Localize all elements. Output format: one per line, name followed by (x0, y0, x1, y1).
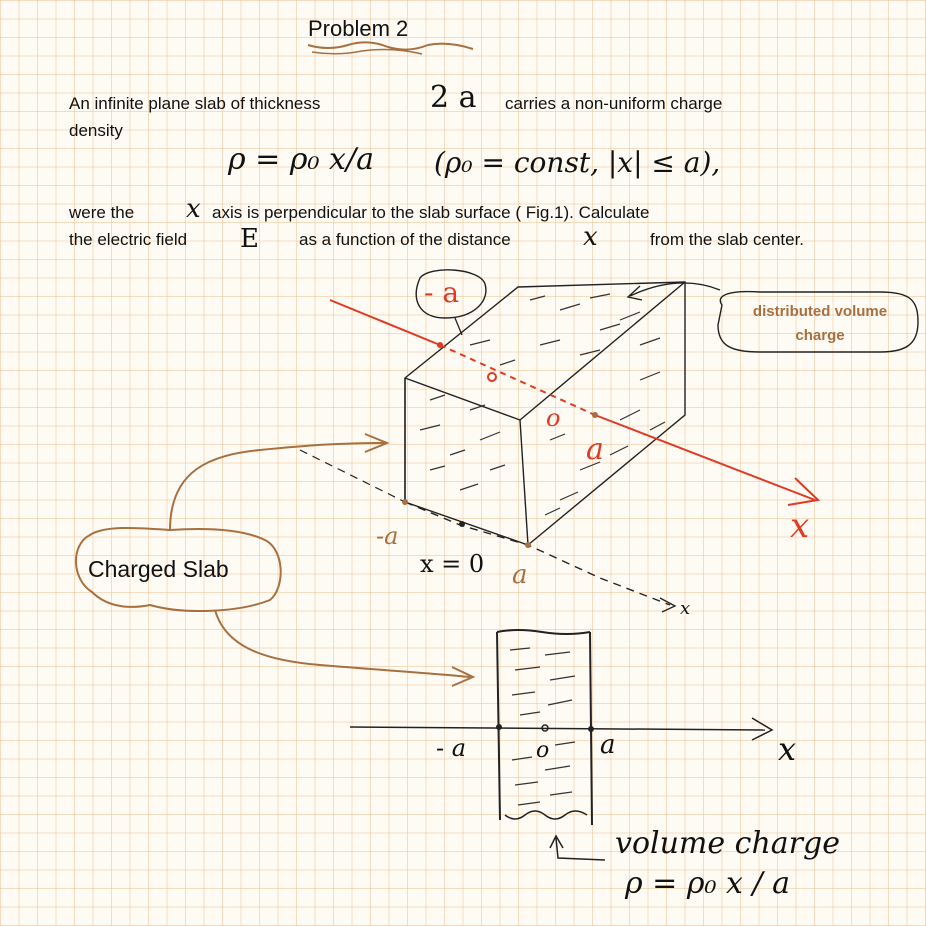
label-a-brown: a (512, 560, 528, 590)
x-axis-2d (350, 727, 765, 730)
volume-charge-formula: ρ = ρ₀ x / a (625, 866, 791, 901)
x-axis-3d-arrow-line (595, 415, 815, 500)
thickness-symbol: 2 a (430, 80, 477, 115)
distributed-volume-charge-label: distributed volume charge (752, 303, 888, 344)
density-condition: (ρ₀ = const, |x| ≤ a), (434, 146, 721, 179)
bottom-axis-3d-left (300, 450, 405, 502)
neg-a-bubble-label: - a (424, 276, 460, 309)
arrow-to-3d (170, 443, 385, 530)
slab-texture (420, 294, 665, 515)
label-o-3d: o (546, 404, 561, 432)
statement-line2: density (69, 121, 123, 140)
statement-line4-part2: as a function of the distance (299, 230, 511, 249)
label-x-small: x (680, 598, 691, 619)
x-axis-2d-label: x (778, 730, 797, 768)
label-x-equals-0: x = 0 (420, 550, 485, 578)
slab-box-3d (405, 282, 685, 545)
statement-line4-part1: the electric field (69, 230, 188, 249)
statement-line3-part2: axis is perpendicular to the slab surface ( Fig.1). Calculate (212, 203, 650, 222)
arrow-to-2d (215, 610, 470, 677)
statement-line1-part1: An infinite plane slab of thickness (69, 94, 321, 113)
label-neg-a-brown: -a (376, 522, 399, 550)
x-symbol: x (186, 194, 201, 224)
title-underline (308, 42, 473, 49)
label-a-red: a (586, 432, 604, 467)
e-symbol: E (240, 224, 259, 254)
x-axis-3d-dashed (440, 345, 595, 415)
label-a-2d: a (600, 730, 616, 760)
origin-dot-3d (488, 373, 496, 381)
x-symbol-2: x (583, 222, 598, 252)
density-formula: ρ = ρ₀ x/a (228, 142, 374, 177)
statement-line1-part2: carries a non-uniform charge (505, 94, 723, 113)
problem-title: Problem 2 (308, 16, 409, 41)
distributed-arrow (630, 283, 720, 296)
a-dot-3d (592, 412, 598, 418)
statement-line3-part1: were the (69, 203, 135, 222)
volume-charge-label: volume charge (615, 826, 840, 861)
charged-slab-label: Charged Slab (88, 556, 229, 582)
label-neg-a-2d: - a (436, 734, 467, 762)
x-axis-3d-label: x (790, 506, 810, 546)
volume-charge-arrow (556, 838, 605, 860)
statement-line4-part3: from the slab center. (650, 230, 805, 249)
neg-a-dot-3d (437, 342, 443, 348)
label-o-2d: o (536, 738, 550, 763)
